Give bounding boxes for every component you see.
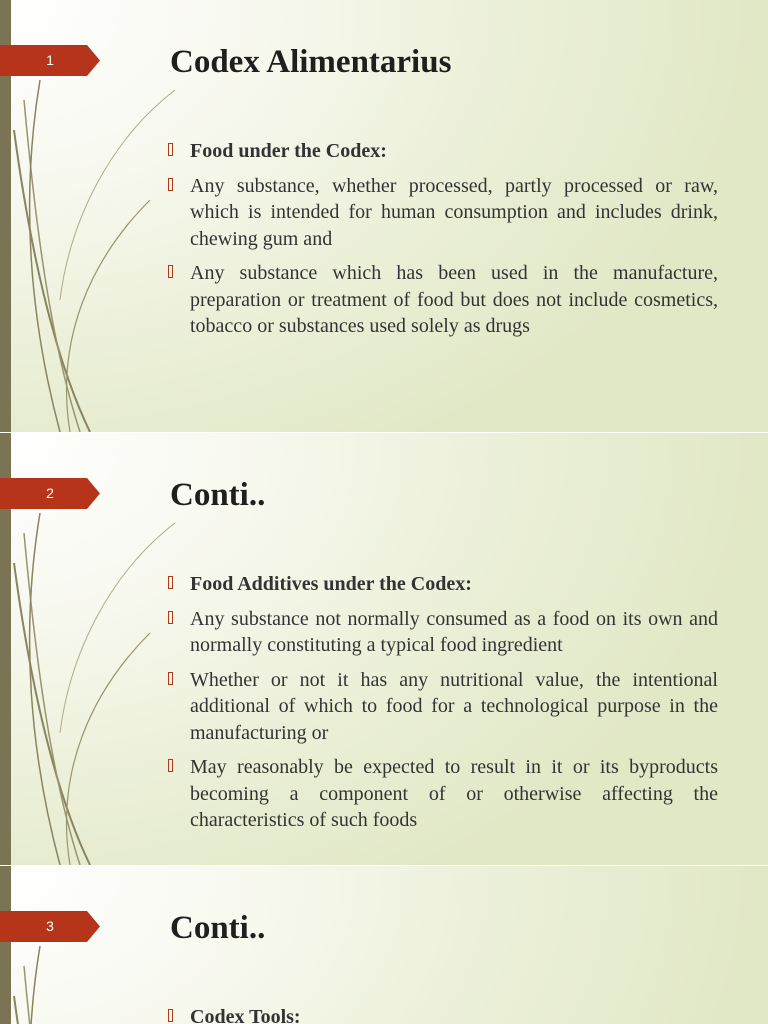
bullet-icon — [168, 576, 173, 589]
slide-title: Conti.. — [170, 477, 266, 513]
bullet-text: Food under the Codex: — [190, 140, 387, 162]
slide-number: 1 — [46, 52, 54, 68]
slide-title: Conti.. — [170, 910, 266, 946]
bullet-item — [168, 571, 718, 598]
bullet-icon — [168, 143, 173, 156]
bullet-list — [168, 571, 718, 842]
bullet-item — [168, 173, 718, 253]
slide-title: Codex Alimentarius — [170, 44, 452, 80]
slide-number: 3 — [46, 918, 54, 934]
bullet-text: Any substance not normally consumed as a food on its own and normally constituting a typical food ingredient — [190, 607, 718, 656]
slide-number-badge — [0, 478, 100, 509]
bullet-text: Whether or not it has any nutritional value, the intentional additional of which to food for a technological purpose in the manufacturing or — [190, 668, 718, 744]
bullet-text: Any substance which has been used in the manufacture, preparation or treatment of food but does not include cosmetics, tobacco or substances used solely as drugs — [190, 262, 718, 337]
slide-number: 2 — [46, 485, 54, 501]
slide-1 — [0, 0, 768, 432]
bullet-icon — [168, 1009, 173, 1022]
bullet-text: Food Additives under the Codex: — [190, 573, 472, 595]
slide-number-badge — [0, 911, 100, 942]
bullet-icon — [168, 611, 173, 624]
bullet-icon — [168, 672, 173, 685]
bullet-item — [168, 667, 718, 747]
bullet-item — [168, 138, 718, 165]
bullet-text: Codex Tools: — [190, 1006, 301, 1024]
bullet-item — [168, 1004, 718, 1024]
slide-2 — [0, 433, 768, 865]
slide-number-badge — [0, 45, 100, 76]
slide-3 — [0, 866, 768, 1024]
bullet-item — [168, 754, 718, 834]
bullet-item — [168, 606, 718, 659]
bullet-text: May reasonably be expected to result in it or its byproducts becoming a component of or otherwise affecting the characteristics of such foods — [190, 756, 718, 831]
bullet-text: Any substance, whether processed, partly processed or raw, which is intended for human consumption and includes drink, chewing gum and — [190, 174, 718, 250]
bullet-icon — [168, 178, 173, 191]
bullet-list — [168, 1004, 718, 1024]
bullet-icon — [168, 759, 173, 772]
bullet-list — [168, 138, 718, 348]
bullet-item — [168, 260, 718, 340]
bullet-icon — [168, 265, 173, 278]
